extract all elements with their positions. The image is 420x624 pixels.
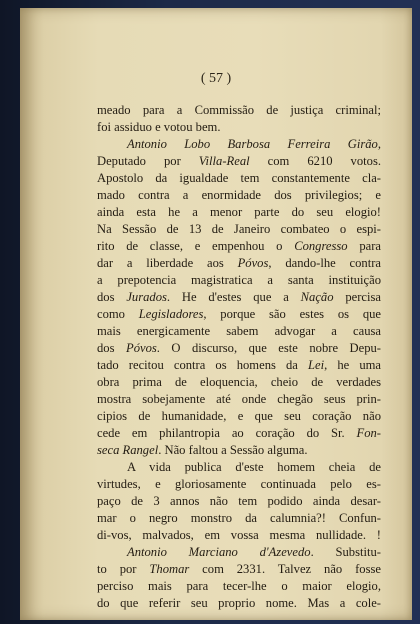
italic-text: Villa-Real xyxy=(198,154,250,168)
italic-text: Póvos xyxy=(126,341,157,355)
text-line xyxy=(97,153,381,170)
text-run: , he uma xyxy=(324,358,381,372)
text-run: para xyxy=(347,239,381,253)
text-line xyxy=(97,272,381,289)
italic-text: seca Rangel xyxy=(97,443,159,457)
text-line xyxy=(97,459,381,476)
text-line xyxy=(97,578,381,595)
text-line xyxy=(97,442,381,459)
text-run: , dando-lhe contra xyxy=(268,256,381,270)
text-line xyxy=(97,187,381,204)
text-run: Na Sessão de 13 de Janeiro combateo o espi- xyxy=(97,222,381,236)
text-run: meado para a Commissão de justiça criminal; xyxy=(97,103,381,117)
text-line xyxy=(97,425,381,442)
text-line xyxy=(97,510,381,527)
text-run: obra prima de eloquencia, cheio de verdades xyxy=(97,375,381,389)
italic-text: Congresso xyxy=(294,239,348,253)
text-run: tado recitou contra os homens da xyxy=(97,358,308,372)
text-run: Apostolo da igualdade tem constantemente cla- xyxy=(97,171,381,185)
text-run: do que referir seu proprio nome. Mas a cole- xyxy=(97,596,381,610)
text-line xyxy=(97,408,381,425)
text-run: com 2331. Talvez não fosse xyxy=(189,562,381,576)
text-run: dos xyxy=(97,341,126,355)
text-run: percisa xyxy=(333,290,381,304)
text-line xyxy=(97,170,381,187)
text-run: . O discurso, que este nobre Depu- xyxy=(156,341,381,355)
text-run: ainda esta he a menor parte do seu elogio! xyxy=(97,205,381,219)
text-run: com 6210 votos. xyxy=(249,154,381,168)
text-run: , xyxy=(377,137,381,151)
text-line xyxy=(97,255,381,272)
book-page xyxy=(20,8,412,620)
text-line xyxy=(97,561,381,578)
text-line xyxy=(97,476,381,493)
page-number: ( 57 ) xyxy=(200,71,232,86)
text-run: cede em philantropia ao coração do Sr. xyxy=(97,426,357,440)
text-line xyxy=(97,204,381,221)
text-run: mostra sobejamente até onde chegão seus prin- xyxy=(97,392,381,406)
text-run: como xyxy=(97,307,139,321)
text-run: a prepotencia magistratica a santa instituição xyxy=(97,273,381,287)
italic-text: Fon- xyxy=(356,426,381,440)
italic-text: Jurados xyxy=(126,290,167,304)
text-line xyxy=(97,289,381,306)
text-line xyxy=(97,221,381,238)
text-run: rito de classe, e empenhou o xyxy=(97,239,295,253)
text-run: , porque são estes os que xyxy=(203,307,381,321)
italic-text: Lei xyxy=(307,358,325,372)
text-line xyxy=(97,595,381,612)
text-run: A vida publica d'este homem cheia de xyxy=(127,460,381,474)
text-run: cipios de humanidade, e que seu coração não xyxy=(97,409,381,423)
italic-text: Legisladores xyxy=(138,307,204,321)
italic-text: Antonio Lobo Barbosa Ferreira Girão xyxy=(127,137,378,151)
text-line xyxy=(97,136,381,153)
text-run: dar a liberdade aos xyxy=(97,256,238,270)
text-line xyxy=(97,374,381,391)
text-line xyxy=(97,357,381,374)
text-line xyxy=(97,340,381,357)
text-run: virtudes, e gloriosamente continuada pelo es- xyxy=(97,477,381,491)
text-run: . Não faltou a Sessão alguma. xyxy=(158,443,308,457)
text-run: mar o negro monstro da calumnia?! Confun- xyxy=(97,511,381,525)
text-line xyxy=(97,391,381,408)
text-line xyxy=(97,493,381,510)
text-run: mado contra a enormidade dos privilegios; e xyxy=(97,188,381,202)
text-run: foi assiduo e votou bem. xyxy=(97,120,221,134)
text-run: di-vos, malvados, em vossa mesma nullidade. ! xyxy=(97,528,381,542)
text-run: mais energicamente sabem advogar a causa xyxy=(97,324,381,338)
text-line xyxy=(97,527,381,544)
text-line xyxy=(97,544,381,561)
text-line xyxy=(97,306,381,323)
text-run: perciso mais para tecer-lhe o maior elogio, xyxy=(97,579,381,593)
italic-text: Thomar xyxy=(149,562,190,576)
italic-text: Nação xyxy=(300,290,334,304)
italic-text: Antonio Marciano d'Azevedo xyxy=(127,545,311,559)
text-run: to por xyxy=(97,562,150,576)
text-line xyxy=(97,238,381,255)
text-run: paço de 3 annos não tem podido ainda desar- xyxy=(97,494,381,508)
text-line xyxy=(97,119,381,136)
text-line xyxy=(97,323,381,340)
italic-text: Póvos xyxy=(237,256,269,270)
text-run: . Substitu- xyxy=(310,545,381,559)
text-run: . He d'estes que a xyxy=(166,290,301,304)
text-line xyxy=(97,102,381,119)
body-text xyxy=(97,102,381,612)
text-run: Deputado por xyxy=(97,154,199,168)
text-run: dos xyxy=(97,290,127,304)
